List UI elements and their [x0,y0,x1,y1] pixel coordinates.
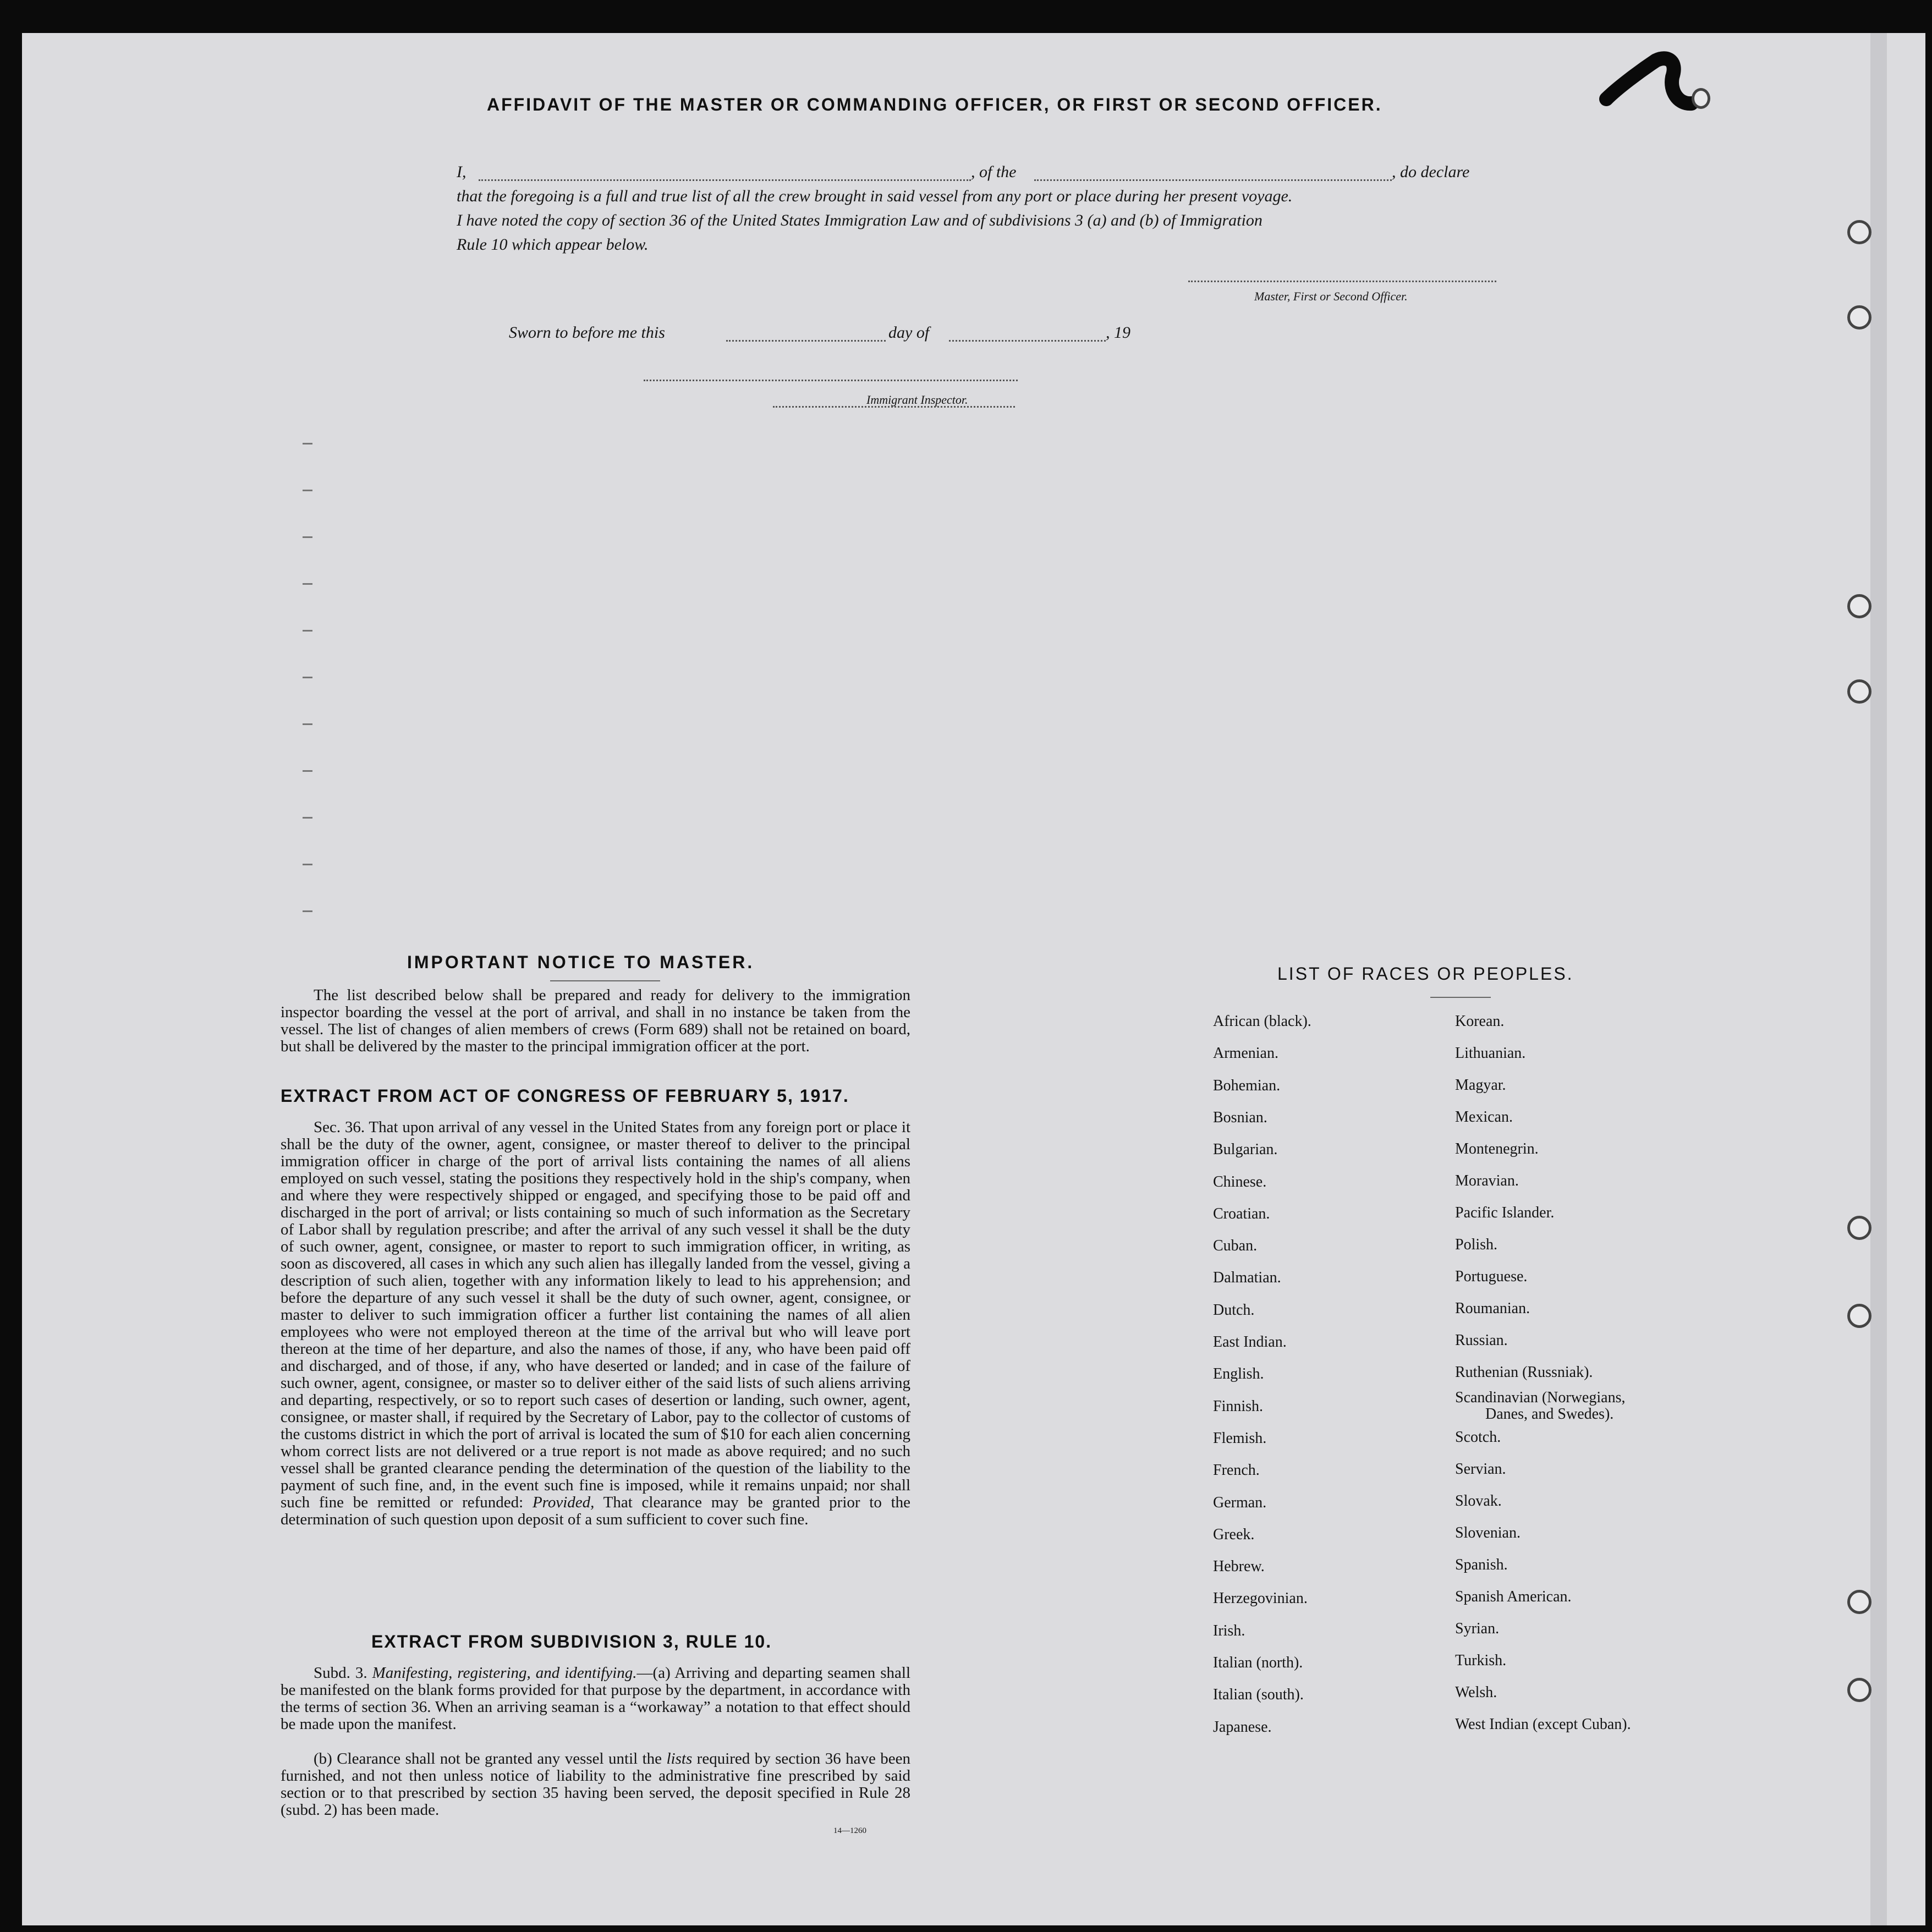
race-item: Slovenian. [1455,1524,1521,1541]
act-body-end: That clearance may be granted prior to the determination of such question upon deposit of a sum sufficient to cover such fine. [281,1494,911,1528]
affidavit-line-4: Rule 10 which appear below. [457,235,649,254]
margin-dash [303,770,312,772]
race-item: East Indian. [1213,1333,1287,1351]
margin-dash [303,817,312,819]
race-item: Scotch. [1455,1429,1501,1446]
year-label: , 19 [1106,323,1130,342]
subd-label: Subd. 3. [314,1664,367,1682]
race-item: Bulgarian. [1213,1141,1278,1158]
affidavit-line-3: I have noted the copy of section 36 of the United States Immigration Law and of subdivisions 3 (a) and (b) of Immigration [457,211,1263,229]
race-item: Hebrew. [1213,1558,1265,1575]
punch-hole-icon [1692,88,1710,109]
race-item: Korean. [1455,1013,1505,1030]
handwritten-mark [1595,39,1705,116]
race-item: Italian (south). [1213,1686,1304,1703]
provided-label: Provided, [532,1494,595,1511]
binder-hole-icon [1847,679,1871,704]
affidavit-declare: , do declare [1392,163,1470,181]
race-item: Spanish. [1455,1556,1508,1573]
race-item: Dalmatian. [1213,1269,1281,1286]
race-item: Mexican. [1455,1108,1513,1126]
act-body: That upon arrival of any vessel in the United States from any foreign port or place it shall be the duty of the owner, agent, consignee, or master thereof to deliver to the principal immigration officer in charge of the port of arrival lists containing the names of all aliens employed on such vessel, stating the positions they respectively hold in the ship's company, when and where they were respectively shipped or engaged, and specifying those to be paid off and discharged in the port of arrival; or lists containing so much of such information as the Secretary of Labor shall by regulation prescribe; and after the arrival of any such vessel it shall be the duty of such owner, agent, consignee, or master to report to such immigration officer, in writing, as soon as discovered, all cases in which any such alien has illegally landed from the vessel, giving a description of such alien, together with any information likely to lead to his apprehension; and before the departure of any such vessel it shall be the duty of such owner, agent, consignee, or master to deliver to such immigration officer a further list containing the names of all alien employees who were not employed thereon at the time of the arrival but who will leave port thereon at the time of her departure, and also the names of those, if any, who have been paid off and discharged, and of those, if any, who have deserted or landed; and in case of the failure of such owner, agent, consignee, or master so to deliver either of the said lists of such aliens arriving and departing, respectively, or so to report such cases of desertion or landing, such owner, agent, consignee, or master shall, if required by the Secretary of Labor, pay to the collector of customs of the customs district in which the port of arrival is located the sum of $10 for each alien concerning whom correct lists are not delivered or a true report is not made as above required; and no such vessel shall be granted clearance pending the determination of the question of the liability to the payment of such fine, and, in the event such fine is imposed, while it remains unpaid; nor shall such fine be remitted or refunded: [281,1118,910,1511]
race-item: Chinese. [1213,1173,1267,1190]
affidavit-line-2: that the foregoing is a full and true list of all the crew brought in said vessel from any port or place during her present voyage. [457,187,1293,205]
rule-b-lists: lists [666,1750,693,1768]
rule-a-text [281,1665,910,1733]
race-item: Slovak. [1455,1492,1502,1510]
race-item: Turkish. [1455,1652,1507,1669]
margin-dash [303,583,312,585]
binder-hole-icon [1847,1678,1871,1702]
race-item: English. [1213,1365,1264,1382]
rule-b-body: required by section 36 have been furnished, and not then unless notice of liability to the administrative fine prescribed by said section or to that prescribed by section 35 having been served, the deposit specified in Rule 28 (subd. 2) has been made. [281,1750,911,1819]
signature-blank [1188,281,1496,282]
race-item: Italian (north). [1213,1654,1303,1671]
subd-heading: Manifesting, registering, and identifying. [372,1664,637,1682]
form-number: 14—1260 [833,1826,866,1835]
race-item: Bosnian. [1213,1109,1267,1126]
race-item: Pacific Islander. [1455,1204,1555,1221]
race-item: Magyar. [1455,1077,1506,1094]
race-item: Dutch. [1213,1302,1255,1319]
race-item: Montenegrin. [1455,1140,1539,1157]
race-item: Spanish American. [1455,1588,1572,1605]
race-item: Greek. [1213,1526,1255,1543]
rule-b-start: (b) Clearance shall not be granted any vessel until the [314,1750,662,1768]
race-item: Armenian. [1213,1045,1278,1062]
race-item: Lithuanian. [1455,1045,1526,1062]
binder-hole-icon [1847,305,1871,330]
race-item: Polish. [1455,1236,1498,1253]
rule-a-body: —(a) Arriving and departing seamen shall be manifested on the blank forms provided for that purpose by the department, in accordance with the terms of section 36. When an arriving seaman is a “workaway” a notation to that effect should be made upon the manifest. [281,1664,910,1733]
margin-dash [303,630,312,632]
race-item: Roumanian. [1455,1300,1530,1317]
page-edge-shadow [1870,33,1887,1925]
sec-label: Sec. 36. [314,1118,365,1136]
race-item: Irish. [1213,1622,1245,1639]
race-item: German. [1213,1494,1267,1511]
margin-dash [303,536,312,538]
race-item: Flemish. [1213,1430,1267,1447]
race-item: Syrian. [1455,1620,1500,1637]
margin-dash [303,723,312,725]
race-item: Herzegovinian. [1213,1590,1308,1607]
race-item: Portuguese. [1455,1268,1528,1285]
act-title: EXTRACT FROM ACT OF CONGRESS OF FEBRUARY 5, 1917. [281,1086,849,1106]
binder-hole-icon [1847,1216,1871,1240]
notice-underline [550,980,660,981]
races-title: LIST OF RACES OR PEOPLES. [1277,964,1574,984]
race-item: Croatian. [1213,1205,1270,1222]
document-page [22,33,1925,1925]
day-of-label: day of [888,323,930,342]
race-item: Scandinavian (Norwegians, [1455,1389,1626,1406]
master-caption: Master, First or Second Officer. [1254,289,1408,303]
binder-hole-icon [1847,1590,1871,1614]
affidavit-of-the: , of the [971,163,1017,181]
race-item: Russian. [1455,1332,1508,1349]
race-item: Finnish. [1213,1398,1264,1415]
race-item: Welsh. [1455,1684,1497,1701]
race-item: French. [1213,1462,1260,1479]
binder-hole-icon [1847,220,1871,244]
act-text [281,1119,910,1528]
margin-dash [303,910,312,912]
margin-dash [303,490,312,491]
margin-dash [303,443,312,444]
race-item: Ruthenian (Russniak). [1455,1364,1593,1381]
race-item: West Indian (except Cuban). [1455,1716,1631,1733]
inspector-caption: Immigrant Inspector. [866,393,968,407]
day-blank [726,340,886,342]
affidavit-title: AFFIDAVIT OF THE MASTER OR COMMANDING OFFICER, OR FIRST OR SECOND OFFICER. [487,95,1382,114]
notice-title: IMPORTANT NOTICE TO MASTER. [407,952,755,972]
races-underline [1430,997,1491,998]
race-item: Cuban. [1213,1237,1258,1254]
rule-b-text [281,1750,910,1819]
vessel-blank [1034,179,1392,181]
margin-dash [303,864,312,865]
name-blank [479,179,971,181]
race-item: African (black). [1213,1013,1311,1030]
inspector-blank-1 [644,380,1018,381]
race-item: Japanese. [1213,1719,1272,1736]
race-item: Servian. [1455,1461,1506,1478]
race-item: Danes, and Swedes). [1485,1406,1614,1423]
month-blank [949,340,1106,342]
race-item: Bohemian. [1213,1077,1281,1094]
binder-hole-icon [1847,594,1871,618]
affidavit-i: I, [457,163,466,181]
margin-dash [303,677,312,678]
rule-title: EXTRACT FROM SUBDIVISION 3, RULE 10. [371,1632,772,1651]
sworn-label: Sworn to before me this [509,323,665,342]
binder-hole-icon [1847,1304,1871,1328]
notice-text: The list described below shall be prepared and ready for delivery to the immigration inspector boarding the vessel at the port of arrival, and shall in no instance be taken from the vessel. The list of changes of alien members of crews (Form 689) shall not be retained on board, but shall be delivered by the master to the principal immigration officer at the port. [281,986,910,1055]
race-item: Moravian. [1455,1172,1519,1189]
